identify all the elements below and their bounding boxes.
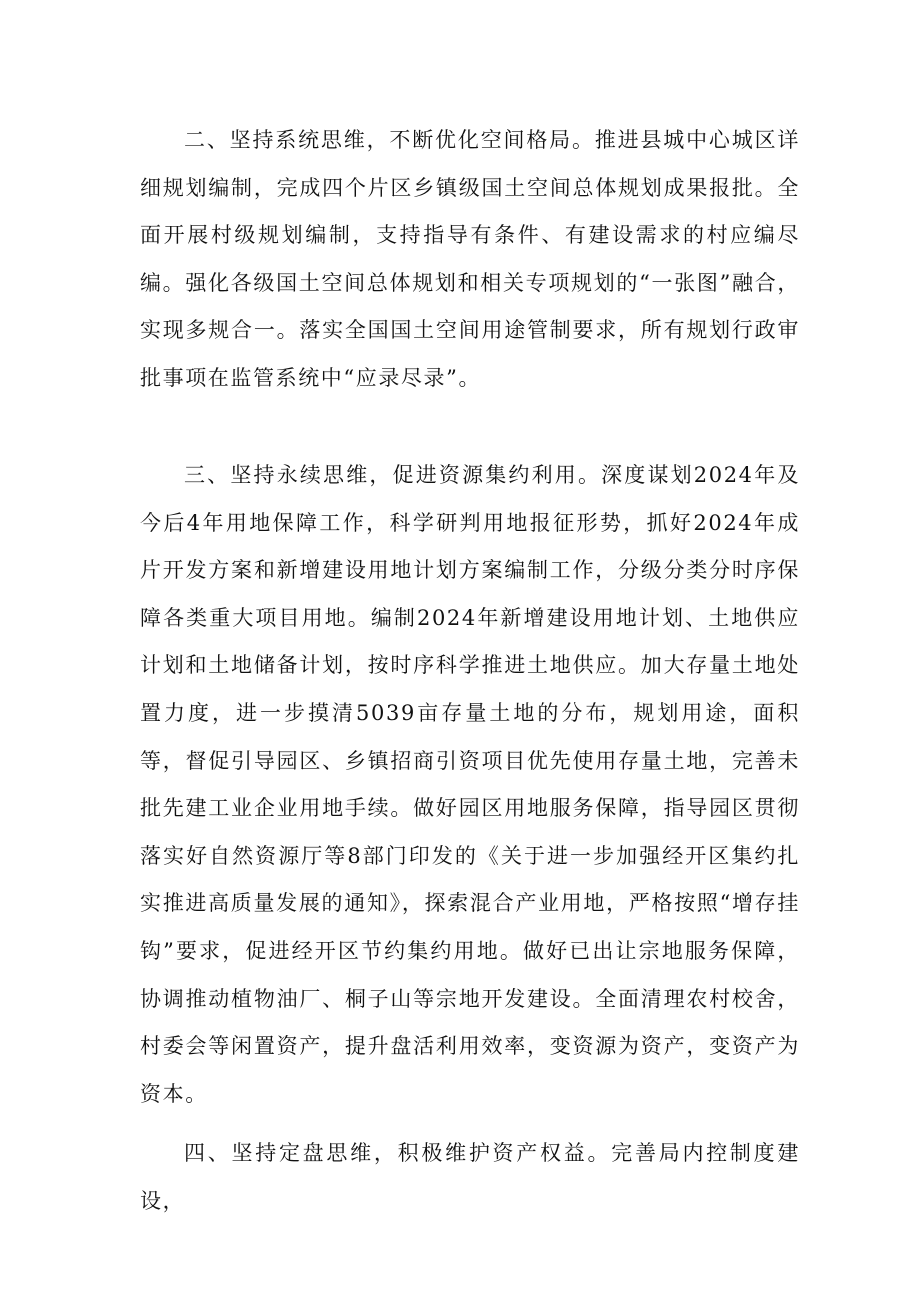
paragraph-asset-rights: 四、坚持定盘思维，积极维护资产权益。完善局内控制度建设，	[140, 1141, 800, 1213]
paragraph-spatial-planning: 二、坚持系统思维，不断优化空间格局。推进县城中心城区详细规划编制，完成四个片区乡镇级国土空间总体规划成果报批。全面开展村级规划编制，支持指导有条件、有建设需求的村应编尽编。强化各级国土空间总体规划和相关专项规划的“一张图”融合，实现多规合一。落实全国国土空间用途管制要求，所有规划行政审批事项在监管系统中“应录尽录”。	[140, 128, 800, 390]
paragraph-resource-utilization: 三、坚持永续思维，促进资源集约利用。深度谋划2024年及今后4年用地保障工作，科学研判用地报征形势，抓好2024年成片开发方案和新增建设用地计划方案编制工作，分级分类分时序保障各类重大项目用地。编制2024年新增建设用地计划、土地供应计划和土地储备计划，按时序科学推进土地供应。加大存量土地处置力度，进一步摸清5039亩存量土地的分布，规划用途，面积等，督促引导园区、乡镇招商引资项目优先使用存量土地，完善未批先建工业企业用地手续。做好园区用地服务保障，指导园区贯彻落实好自然资源厅等8部门印发的《关于进一步加强经开区集约扎实推进高质量发展的通知》，探索混合产业用地，严格按照“增存挂钩”要求，促进经开区节约集约用地。做好已出让宗地服务保障，协调推动植物油厂、桐子山等宗地开发建设。全面清理农村校舍，村委会等闲置资产，提升盘活利用效率，变资源为资产，变资产为资本。	[140, 463, 800, 1106]
